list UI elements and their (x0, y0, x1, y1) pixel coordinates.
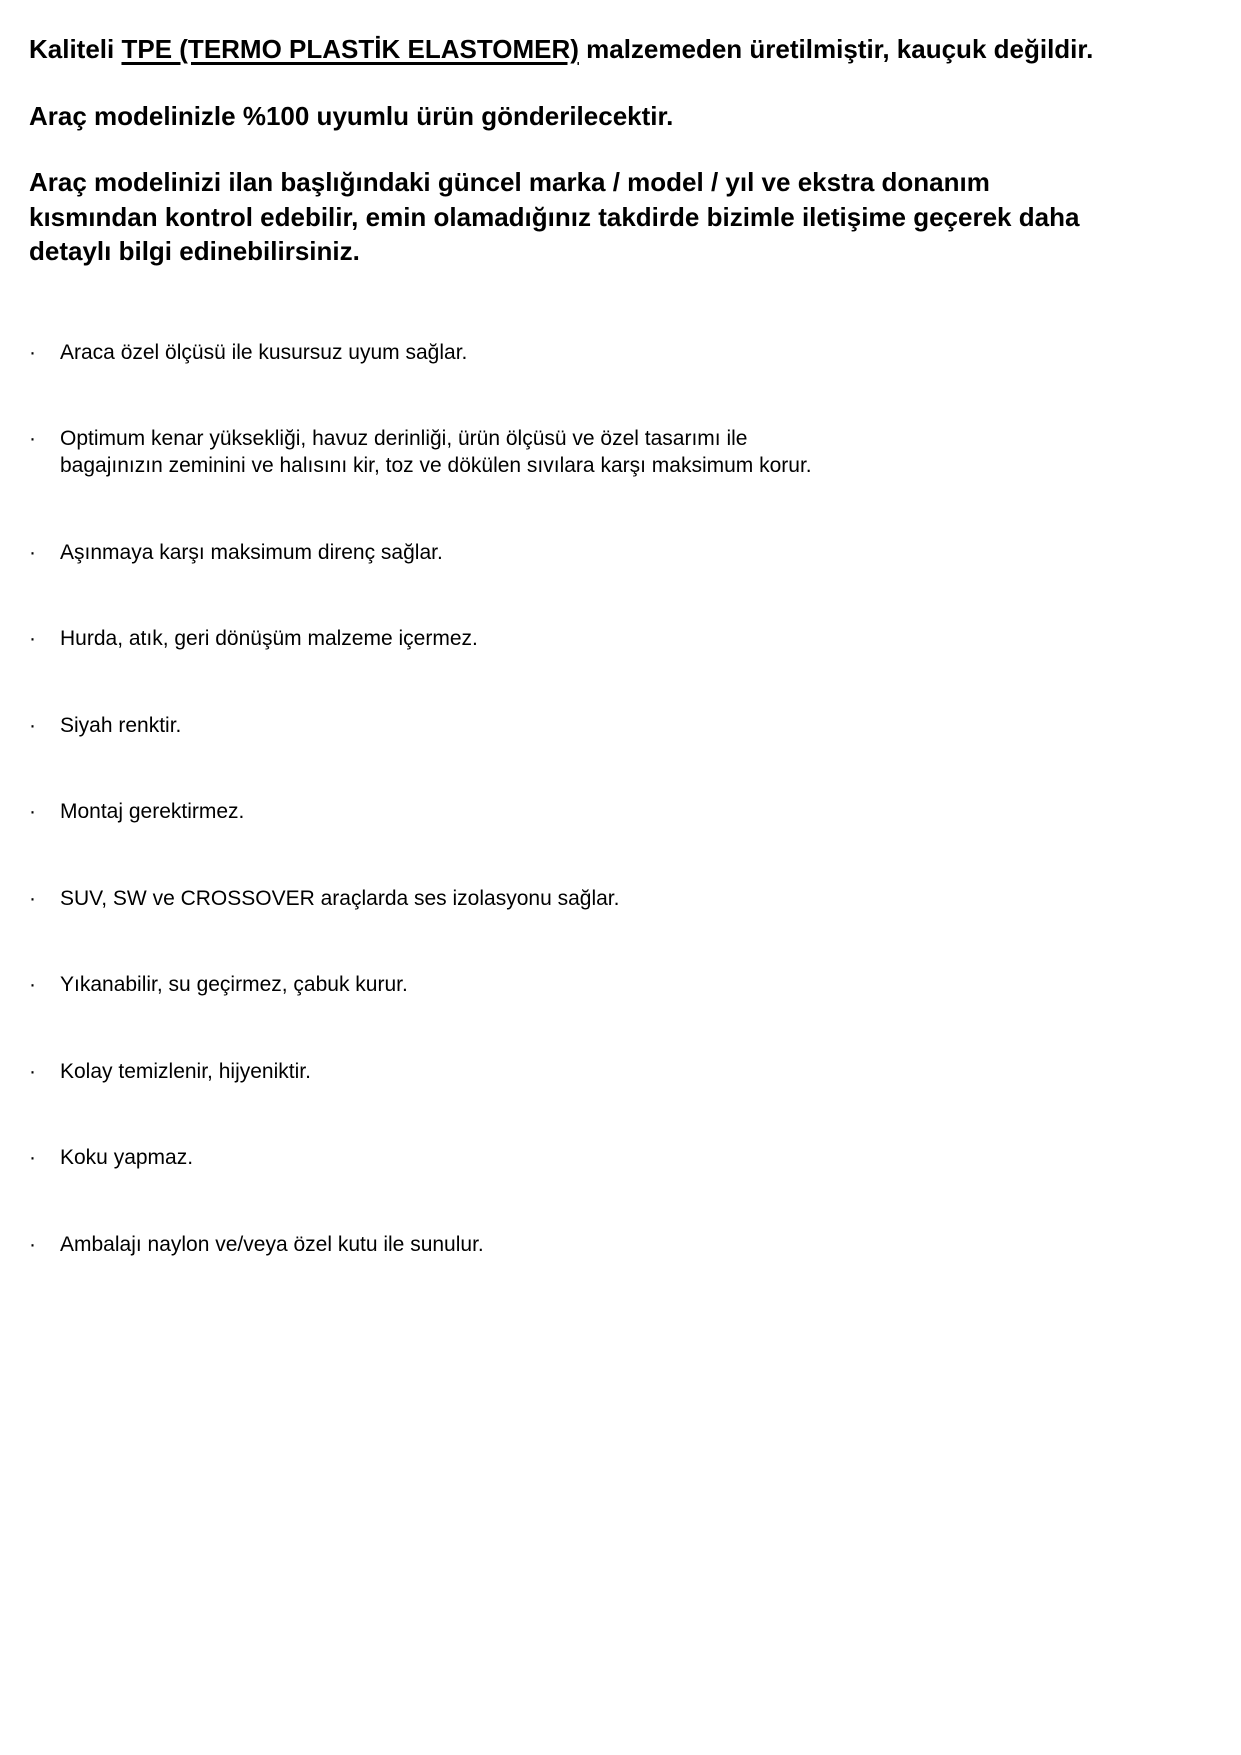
bullet-marker: · (29, 1059, 36, 1083)
compatibility-heading (29, 99, 1213, 134)
feature-line: Siyah renktir. (60, 713, 182, 737)
feature-item (29, 1144, 1213, 1171)
feature-line: Optimum kenar yüksekliği, havuz derinliği, ürün ölçüsü ve özel tasarımı ile (60, 427, 748, 450)
bullet-marker: · (29, 627, 36, 650)
feature-item (29, 885, 1213, 912)
feature-item (29, 798, 1213, 825)
bullet-marker: · (29, 427, 36, 450)
bullet-marker: · (29, 1232, 36, 1256)
feature-line: Kolay temizlenir, hijyeniktir. (60, 1059, 311, 1083)
feature-item (29, 1058, 1213, 1085)
note-line-1: Araç modelinizi ilan başlığındaki güncel marka / model / yıl ve ekstra donanım (29, 167, 990, 197)
note-line-3: detaylı bilgi edinebilirsiniz. (29, 236, 360, 266)
feature-item (29, 1231, 1213, 1258)
feature-line: Aşınmaya karşı maksimum direnç sağlar. (60, 540, 443, 564)
feature-item (29, 425, 1213, 479)
feature-line: SUV, SW ve CROSSOVER araçlarda ses izolasyonu sağlar. (60, 886, 620, 910)
model-check-note (29, 165, 1213, 269)
feature-line: Yıkanabilir, su geçirmez, çabuk kurur. (60, 973, 408, 996)
feature-line: Montaj gerektirmez. (60, 800, 245, 823)
feature-line: Araca özel ölçüsü ile kusursuz uyum sağlar. (60, 340, 468, 364)
bullet-marker: · (29, 973, 36, 996)
compatibility-heading-text: Araç modelinizle %100 uyumlu ürün gönderilecektir. (29, 100, 674, 131)
feature-list (29, 339, 1213, 1258)
feature-line: Hurda, atık, geri dönüşüm malzeme içermez. (60, 627, 478, 650)
bullet-marker: · (29, 540, 36, 564)
bullet-marker: · (29, 886, 36, 910)
material-name-underlined: TPE (TERMO PLASTİK ELASTOMER) (121, 34, 579, 64)
feature-item (29, 971, 1213, 998)
material-heading-prefix: Kaliteli (29, 34, 122, 64)
bullet-marker: · (29, 800, 36, 823)
feature-item (29, 625, 1213, 652)
material-heading-suffix: malzemeden üretilmiştir, kauçuk değildir. (578, 34, 1094, 64)
bullet-marker: · (29, 713, 36, 737)
bullet-marker: · (29, 1146, 36, 1169)
feature-line: Ambalajı naylon ve/veya özel kutu ile sunulur. (60, 1232, 484, 1256)
feature-item (29, 539, 1213, 566)
material-heading (29, 32, 1213, 67)
feature-line: bagajınızın zeminini ve halısını kir, toz ve dökülen sıvılara karşı maksimum korur. (60, 454, 812, 477)
bullet-marker: · (29, 340, 36, 364)
feature-item (29, 339, 1213, 366)
feature-line: Koku yapmaz. (60, 1146, 194, 1169)
feature-item (29, 712, 1213, 739)
note-line-2: kısmından kontrol edebilir, emin olamadığınız takdirde bizimle iletişime geçerek daha (29, 201, 1080, 232)
